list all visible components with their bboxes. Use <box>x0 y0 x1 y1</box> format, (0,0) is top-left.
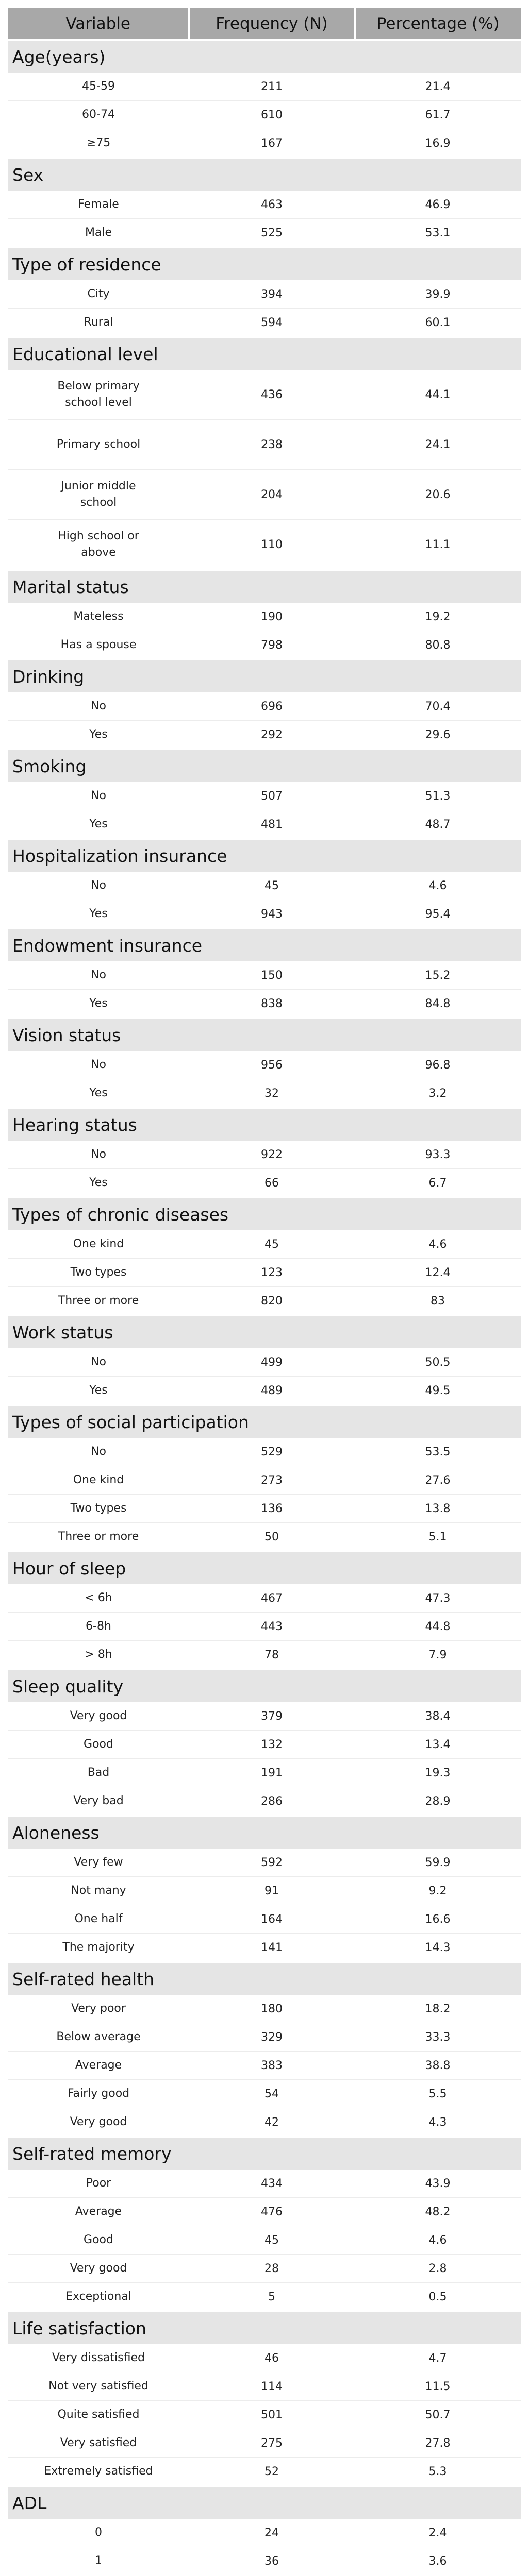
cell-label: Good <box>8 1731 189 1759</box>
cell-frequency: 273 <box>189 1466 355 1495</box>
cell-label: Mateless <box>8 603 189 631</box>
cell-label: Below average <box>8 2023 189 2052</box>
section-row <box>8 750 521 783</box>
cell-frequency: 36 <box>189 2547 355 2575</box>
table-row <box>8 1731 521 1759</box>
cell-frequency: 45 <box>189 2226 355 2255</box>
cell-frequency: 476 <box>189 2198 355 2226</box>
cell-frequency: 922 <box>189 1141 355 1169</box>
table-row <box>8 1169 521 1198</box>
cell-frequency: 383 <box>189 2052 355 2080</box>
cell-frequency: 394 <box>189 280 355 309</box>
cell-percentage: 5.3 <box>355 2458 521 2486</box>
section-title: Work status <box>8 1316 521 1349</box>
section-row <box>8 248 521 281</box>
table-row <box>8 1905 521 1934</box>
cell-label: One kind <box>8 1230 189 1259</box>
table-row <box>8 2255 521 2283</box>
cell-frequency: 141 <box>189 1934 355 1962</box>
cell-label: Average <box>8 2052 189 2080</box>
cell-percentage: 5.1 <box>355 1523 521 1552</box>
characteristics-table <box>8 8 521 2576</box>
cell-label: Male <box>8 219 189 248</box>
cell-percentage: 47.3 <box>355 1584 521 1613</box>
cell-label: One kind <box>8 1466 189 1495</box>
cell-label: 45-59 <box>8 73 189 101</box>
cell-label: Extremely satisfied <box>8 2458 189 2486</box>
cell-percentage: 2.8 <box>355 2255 521 2283</box>
section-row <box>8 570 521 603</box>
table-row <box>8 2080 521 2108</box>
table-row <box>8 1759 521 1787</box>
cell-percentage: 48.7 <box>355 810 521 839</box>
cell-label: Three or more <box>8 1523 189 1552</box>
cell-label: < 6h <box>8 1584 189 1613</box>
cell-label: No <box>8 1438 189 1466</box>
section-title: Age(years) <box>8 40 521 73</box>
cell-label: The majority <box>8 1934 189 1962</box>
cell-frequency: 180 <box>189 1995 355 2023</box>
table-row <box>8 603 521 631</box>
table-row <box>8 1230 521 1259</box>
table-row <box>8 520 521 570</box>
cell-frequency: 204 <box>189 470 355 520</box>
cell-percentage: 93.3 <box>355 1141 521 1169</box>
cell-percentage: 44.1 <box>355 370 521 420</box>
section-row <box>8 1198 521 1231</box>
table-row <box>8 1702 521 1731</box>
cell-percentage: 46.9 <box>355 191 521 219</box>
cell-frequency: 286 <box>189 1787 355 1816</box>
cell-label: > 8h <box>8 1641 189 1670</box>
cell-percentage: 13.8 <box>355 1495 521 1523</box>
section-row <box>8 2486 521 2519</box>
cell-label: Very poor <box>8 1995 189 2023</box>
cell-label: Yes <box>8 810 189 839</box>
cell-percentage: 50.5 <box>355 1348 521 1377</box>
section-row <box>8 40 521 73</box>
section-title: Educational level <box>8 337 521 370</box>
cell-percentage: 5.5 <box>355 2080 521 2108</box>
cell-label: No <box>8 692 189 721</box>
cell-label: One half <box>8 1905 189 1934</box>
cell-frequency: 46 <box>189 2344 355 2372</box>
cell-label: Very dissatisfied <box>8 2344 189 2372</box>
table-row <box>8 631 521 660</box>
section-title: Vision status <box>8 1019 521 1052</box>
cell-frequency: 525 <box>189 219 355 248</box>
cell-percentage: 29.6 <box>355 721 521 750</box>
section-row <box>8 1552 521 1585</box>
section-title: Smoking <box>8 750 521 783</box>
table-row <box>8 692 521 721</box>
table-row <box>8 2052 521 2080</box>
table-row <box>8 1849 521 1877</box>
cell-frequency: 32 <box>189 1079 355 1108</box>
table-row <box>8 73 521 101</box>
cell-frequency: 956 <box>189 1051 355 1079</box>
cell-label: No <box>8 782 189 810</box>
cell-percentage: 44.8 <box>355 1613 521 1641</box>
cell-frequency: 78 <box>189 1641 355 1670</box>
cell-frequency: 24 <box>189 2519 355 2547</box>
cell-frequency: 211 <box>189 73 355 101</box>
section-row <box>8 1108 521 1141</box>
cell-frequency: 150 <box>189 961 355 990</box>
table-row <box>8 2283 521 2312</box>
cell-label: Yes <box>8 1169 189 1198</box>
table-row <box>8 810 521 839</box>
cell-percentage: 33.3 <box>355 2023 521 2052</box>
section-row <box>8 1316 521 1349</box>
cell-percentage: 11.1 <box>355 520 521 570</box>
table-row <box>8 1641 521 1670</box>
table-row <box>8 280 521 309</box>
cell-percentage: 16.9 <box>355 129 521 158</box>
cell-percentage: 20.6 <box>355 470 521 520</box>
table-row <box>8 1995 521 2023</box>
cell-frequency: 110 <box>189 520 355 570</box>
cell-percentage: 4.7 <box>355 2344 521 2372</box>
section-title: Sex <box>8 158 521 191</box>
cell-label: Rural <box>8 309 189 337</box>
cell-frequency: 114 <box>189 2372 355 2401</box>
cell-label: Good <box>8 2226 189 2255</box>
cell-label: 6-8h <box>8 1613 189 1641</box>
cell-percentage: 9.2 <box>355 1877 521 1905</box>
cell-percentage: 43.9 <box>355 2170 521 2198</box>
cell-frequency: 275 <box>189 2429 355 2458</box>
cell-percentage: 61.7 <box>355 101 521 129</box>
cell-percentage: 19.2 <box>355 603 521 631</box>
cell-percentage: 4.6 <box>355 2226 521 2255</box>
cell-percentage: 27.6 <box>355 1466 521 1495</box>
table-row <box>8 1584 521 1613</box>
cell-frequency: 499 <box>189 1348 355 1377</box>
cell-label: Very good <box>8 2255 189 2283</box>
table-row <box>8 420 521 470</box>
cell-percentage: 12.4 <box>355 1259 521 1287</box>
table-row <box>8 2198 521 2226</box>
cell-percentage: 53.1 <box>355 219 521 248</box>
table-row <box>8 1438 521 1466</box>
cell-percentage: 48.2 <box>355 2198 521 2226</box>
cell-frequency: 443 <box>189 1613 355 1641</box>
cell-frequency: 838 <box>189 990 355 1019</box>
cell-percentage: 18.2 <box>355 1995 521 2023</box>
table-row <box>8 721 521 750</box>
cell-frequency: 91 <box>189 1877 355 1905</box>
section-title: ADL <box>8 2486 521 2519</box>
cell-frequency: 191 <box>189 1759 355 1787</box>
cell-frequency: 592 <box>189 1849 355 1877</box>
section-row <box>8 1405 521 1438</box>
cell-frequency: 501 <box>189 2401 355 2429</box>
table-row <box>8 2429 521 2458</box>
cell-percentage: 19.3 <box>355 1759 521 1787</box>
section-row <box>8 337 521 370</box>
table-row <box>8 1079 521 1108</box>
section-row <box>8 660 521 693</box>
header-percentage: Percentage (%) <box>355 8 521 40</box>
cell-percentage: 7.9 <box>355 1641 521 1670</box>
cell-percentage: 4.6 <box>355 1230 521 1259</box>
cell-percentage: 28.9 <box>355 1787 521 1816</box>
cell-percentage: 15.2 <box>355 961 521 990</box>
section-row <box>8 929 521 962</box>
cell-label: Poor <box>8 2170 189 2198</box>
cell-frequency: 696 <box>189 692 355 721</box>
table-row <box>8 2344 521 2372</box>
cell-label: Three or more <box>8 1287 189 1316</box>
table-row <box>8 900 521 929</box>
cell-frequency: 190 <box>189 603 355 631</box>
header-frequency: Frequency (N) <box>189 8 355 40</box>
table-row <box>8 370 521 420</box>
cell-label: Yes <box>8 990 189 1019</box>
table-row <box>8 1877 521 1905</box>
cell-percentage: 3.2 <box>355 1079 521 1108</box>
table-row <box>8 219 521 248</box>
table-row <box>8 2372 521 2401</box>
cell-percentage: 16.6 <box>355 1905 521 1934</box>
cell-frequency: 943 <box>189 900 355 929</box>
cell-percentage: 38.4 <box>355 1702 521 1731</box>
cell-frequency: 28 <box>189 2255 355 2283</box>
cell-label: Below primary school level <box>8 370 189 420</box>
cell-label: Quite satisfied <box>8 2401 189 2429</box>
cell-frequency: 467 <box>189 1584 355 1613</box>
cell-frequency: 434 <box>189 2170 355 2198</box>
section-row <box>8 158 521 191</box>
table-row <box>8 1259 521 1287</box>
table-body <box>8 40 521 2576</box>
cell-percentage: 50.7 <box>355 2401 521 2429</box>
table-row <box>8 1051 521 1079</box>
cell-label: Yes <box>8 1377 189 1405</box>
table-row <box>8 2547 521 2575</box>
section-title: Drinking <box>8 660 521 693</box>
cell-label: Exceptional <box>8 2283 189 2312</box>
cell-frequency: 54 <box>189 2080 355 2108</box>
cell-frequency: 136 <box>189 1495 355 1523</box>
cell-percentage: 38.8 <box>355 2052 521 2080</box>
cell-label: No <box>8 1348 189 1377</box>
cell-percentage: 49.5 <box>355 1377 521 1405</box>
section-title: Endowment insurance <box>8 929 521 962</box>
cell-label: Yes <box>8 900 189 929</box>
section-title: Type of residence <box>8 248 521 281</box>
cell-percentage: 96.8 <box>355 1051 521 1079</box>
cell-label: Fairly good <box>8 2080 189 2108</box>
table-row <box>8 1377 521 1405</box>
section-title: Types of chronic diseases <box>8 1198 521 1231</box>
cell-frequency: 594 <box>189 309 355 337</box>
table-row <box>8 1141 521 1169</box>
cell-label: Primary school <box>8 420 189 470</box>
table-row <box>8 1287 521 1316</box>
table-row <box>8 101 521 129</box>
cell-frequency: 50 <box>189 1523 355 1552</box>
cell-percentage: 4.3 <box>355 2108 521 2137</box>
section-title: Marital status <box>8 570 521 603</box>
cell-frequency: 45 <box>189 1230 355 1259</box>
cell-label: Not many <box>8 1877 189 1905</box>
cell-percentage: 83 <box>355 1287 521 1316</box>
cell-percentage: 13.4 <box>355 1731 521 1759</box>
section-title: Hearing status <box>8 1108 521 1141</box>
table-row <box>8 1348 521 1377</box>
table-row <box>8 309 521 337</box>
table-header <box>8 8 521 40</box>
table-row <box>8 1787 521 1816</box>
section-title: Sleep quality <box>8 1670 521 1703</box>
cell-frequency: 329 <box>189 2023 355 2052</box>
cell-label: Bad <box>8 1759 189 1787</box>
table-row <box>8 2170 521 2198</box>
table-row <box>8 990 521 1019</box>
section-title: Self-rated memory <box>8 2137 521 2170</box>
cell-percentage: 95.4 <box>355 900 521 929</box>
cell-label: No <box>8 961 189 990</box>
cell-label: 60-74 <box>8 101 189 129</box>
cell-frequency: 52 <box>189 2458 355 2486</box>
section-row <box>8 1670 521 1703</box>
cell-frequency: 798 <box>189 631 355 660</box>
cell-percentage: 2.4 <box>355 2519 521 2547</box>
cell-label: Very good <box>8 1702 189 1731</box>
table-row <box>8 872 521 900</box>
section-title: Hospitalization insurance <box>8 839 521 872</box>
cell-label: Very few <box>8 1849 189 1877</box>
cell-percentage: 0.5 <box>355 2283 521 2312</box>
cell-label: High school or above <box>8 520 189 570</box>
cell-label: ≥75 <box>8 129 189 158</box>
cell-label: Junior middle school <box>8 470 189 520</box>
table-row <box>8 782 521 810</box>
cell-label: Yes <box>8 1079 189 1108</box>
cell-percentage: 84.8 <box>355 990 521 1019</box>
cell-percentage: 70.4 <box>355 692 521 721</box>
table-row <box>8 2458 521 2486</box>
cell-percentage: 39.9 <box>355 280 521 309</box>
table-row <box>8 2519 521 2547</box>
cell-label: Two types <box>8 1259 189 1287</box>
section-row <box>8 1962 521 1995</box>
section-title: Hour of sleep <box>8 1552 521 1585</box>
table-row <box>8 2226 521 2255</box>
cell-percentage: 24.1 <box>355 420 521 470</box>
table-row <box>8 191 521 219</box>
section-title: Aloneness <box>8 1816 521 1849</box>
cell-percentage: 53.5 <box>355 1438 521 1466</box>
cell-label: Not very satisfied <box>8 2372 189 2401</box>
cell-frequency: 164 <box>189 1905 355 1934</box>
cell-percentage: 4.6 <box>355 872 521 900</box>
table-row <box>8 1523 521 1552</box>
section-row <box>8 2137 521 2170</box>
cell-percentage: 11.5 <box>355 2372 521 2401</box>
cell-frequency: 529 <box>189 1438 355 1466</box>
table-row <box>8 2023 521 2052</box>
cell-frequency: 5 <box>189 2283 355 2312</box>
cell-percentage: 59.9 <box>355 1849 521 1877</box>
cell-label: 0 <box>8 2519 189 2547</box>
table-row <box>8 2108 521 2137</box>
cell-frequency: 167 <box>189 129 355 158</box>
table-row <box>8 1466 521 1495</box>
cell-frequency: 610 <box>189 101 355 129</box>
cell-frequency: 45 <box>189 872 355 900</box>
cell-percentage: 80.8 <box>355 631 521 660</box>
cell-percentage: 14.3 <box>355 1934 521 1962</box>
cell-label: Yes <box>8 721 189 750</box>
cell-percentage: 21.4 <box>355 73 521 101</box>
table-row <box>8 1495 521 1523</box>
cell-frequency: 123 <box>189 1259 355 1287</box>
section-title: Self-rated health <box>8 1962 521 1995</box>
cell-label: 1 <box>8 2547 189 2575</box>
table-row <box>8 961 521 990</box>
section-row <box>8 2312 521 2345</box>
section-title: Types of social participation <box>8 1405 521 1438</box>
table-row <box>8 2401 521 2429</box>
table-row <box>8 1934 521 1962</box>
section-row <box>8 1019 521 1052</box>
table-row <box>8 129 521 158</box>
cell-frequency: 507 <box>189 782 355 810</box>
cell-label: Very satisfied <box>8 2429 189 2458</box>
cell-frequency: 463 <box>189 191 355 219</box>
cell-label: Two types <box>8 1495 189 1523</box>
cell-frequency: 292 <box>189 721 355 750</box>
cell-percentage: 51.3 <box>355 782 521 810</box>
cell-label: No <box>8 1141 189 1169</box>
cell-label: Very bad <box>8 1787 189 1816</box>
cell-frequency: 820 <box>189 1287 355 1316</box>
section-row <box>8 839 521 872</box>
cell-frequency: 436 <box>189 370 355 420</box>
cell-label: Average <box>8 2198 189 2226</box>
cell-label: No <box>8 1051 189 1079</box>
cell-label: No <box>8 872 189 900</box>
cell-percentage: 27.8 <box>355 2429 521 2458</box>
header-variable: Variable <box>8 8 189 40</box>
cell-frequency: 42 <box>189 2108 355 2137</box>
cell-percentage: 3.6 <box>355 2547 521 2575</box>
cell-label: Has a spouse <box>8 631 189 660</box>
cell-frequency: 66 <box>189 1169 355 1198</box>
cell-label: City <box>8 280 189 309</box>
cell-frequency: 489 <box>189 1377 355 1405</box>
cell-frequency: 132 <box>189 1731 355 1759</box>
cell-label: Female <box>8 191 189 219</box>
section-title: Life satisfaction <box>8 2312 521 2345</box>
table-row <box>8 1613 521 1641</box>
cell-frequency: 379 <box>189 1702 355 1731</box>
section-row <box>8 1816 521 1849</box>
cell-percentage: 6.7 <box>355 1169 521 1198</box>
cell-percentage: 60.1 <box>355 309 521 337</box>
cell-frequency: 481 <box>189 810 355 839</box>
cell-label: Very good <box>8 2108 189 2137</box>
cell-frequency: 238 <box>189 420 355 470</box>
table-row <box>8 470 521 520</box>
